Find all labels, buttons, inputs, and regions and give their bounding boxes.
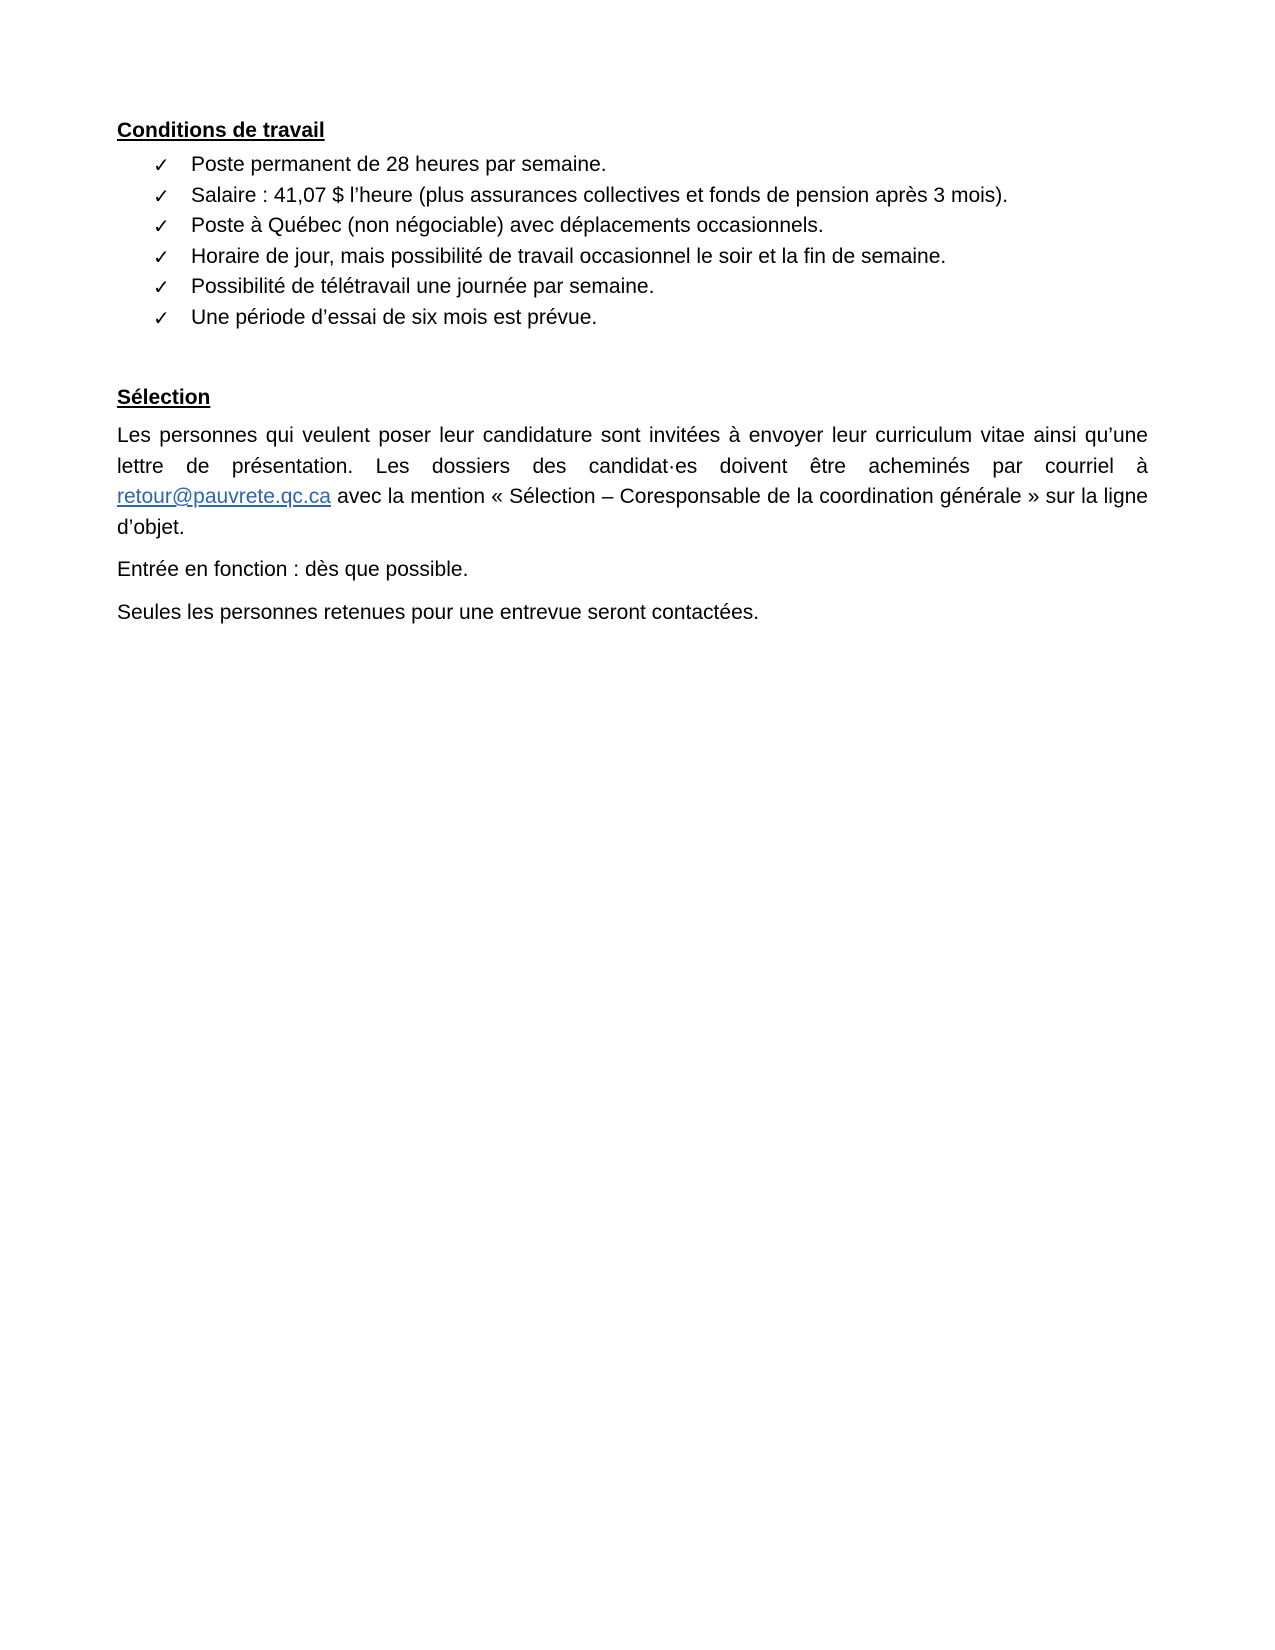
checkmark-icon: ✓: [153, 305, 170, 330]
checkmark-icon: ✓: [153, 275, 170, 299]
instructions-text-end: avec la mention « Sélection – Coresponsable de la coordination générale » sur la ligne d’objet.: [117, 485, 1148, 539]
checkmark-icon: ✓: [153, 214, 170, 238]
conditions-heading: Conditions de travail: [117, 119, 325, 142]
checkmark-icon: ✓: [153, 183, 170, 208]
checkmark-icon: ✓: [153, 244, 170, 269]
list-item: [117, 211, 1148, 242]
conditions-list: [117, 150, 1148, 333]
list-item: [117, 242, 1148, 273]
list-item-text: Poste permanent de 28 heures par semaine.: [191, 153, 607, 176]
list-item: [117, 150, 1148, 181]
list-item-text: Possibilité de télétravail une journée par semaine.: [191, 275, 655, 298]
list-item-text: Poste à Québec (non négociable) avec déplacements occasionnels.: [191, 214, 824, 237]
list-item: [117, 303, 1148, 334]
application-instructions: [117, 421, 1148, 543]
list-item-text: Horaire de jour, mais possibilité de travail occasionnel le soir et la fin de semaine.: [191, 244, 947, 268]
selection-heading: Sélection: [117, 386, 211, 409]
email-link[interactable]: retour@pauvrete.qc.ca: [117, 485, 331, 508]
list-item: [117, 181, 1148, 212]
list-item-text: Salaire : 41,07 $ l’heure (plus assurances collectives et fonds de pension après 3 mois).: [191, 183, 1009, 207]
list-item: [117, 272, 1148, 303]
list-item-text: Une période d’essai de six mois est prévue.: [191, 305, 598, 329]
checkmark-icon: ✓: [153, 153, 170, 177]
instructions-text-start: Les personnes qui veulent poser leur candidature sont invitées à envoyer leur curriculum vitae ainsi qu’une lettre de présentation. Les dossiers des candidat·es doivent être acheminés par courriel à: [117, 424, 1148, 478]
start-date-text: Entrée en fonction : dès que possible.: [117, 558, 469, 581]
conditions-section: [117, 116, 1148, 333]
contact-notice-text: Seules les personnes retenues pour une entrevue seront contactées.: [117, 600, 760, 624]
selection-section: [117, 383, 1148, 628]
document-page: [117, 116, 1148, 628]
